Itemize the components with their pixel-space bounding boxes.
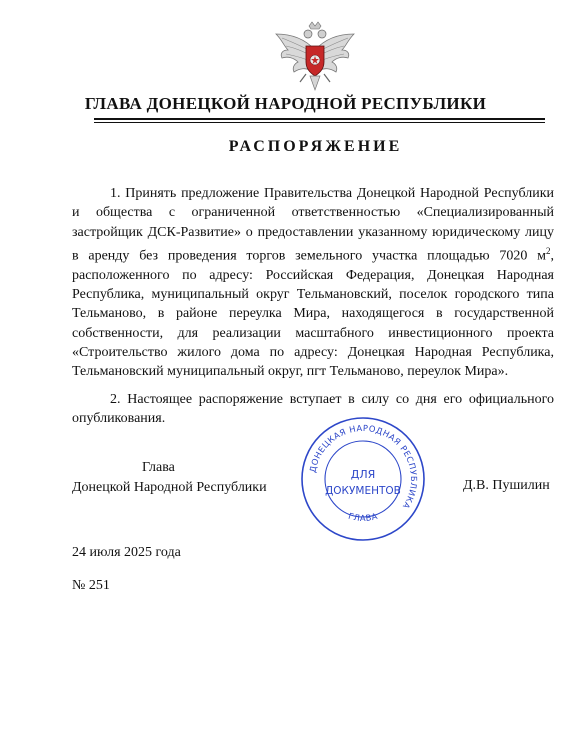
header-rule-thick <box>94 118 545 120</box>
document-number: № 251 <box>72 578 110 593</box>
signatory-name: Д.В. Пушилин <box>463 478 550 493</box>
document-type-title: РАСПОРЯЖЕНИЕ <box>228 138 403 155</box>
signatory-title-line-2: Донецкой Народной Республики <box>72 480 267 495</box>
paragraph-1 <box>72 184 554 382</box>
official-seal-stamp <box>298 414 428 544</box>
coat-of-arms-emblem <box>272 20 358 96</box>
header-rule-thin <box>94 122 545 123</box>
document-date: 24 июля 2025 года <box>72 545 181 560</box>
authority-heading: ГЛАВА ДОНЕЦКОЙ НАРОДНОЙ РЕСПУБЛИКИ <box>84 94 487 113</box>
document-body <box>72 184 554 428</box>
seal-ring-text: ДОНЕЦКАЯ НАРОДНАЯ РЕСПУБЛИКА <box>307 422 420 511</box>
seal-center-line-1: ДЛЯ <box>350 468 376 481</box>
seal-bottom-text: ГЛАВА <box>347 510 379 524</box>
paragraph-1-text: 1. Принять предложение Правительства Донецкой Народной Республики и общества с ограниченной ответственностью «Специализированный застройщик ДСК-Развитие» о предоставлении указанному юридическому лицу в аренду без проведения торгов земельного участка площадью 7020 м <box>72 186 554 264</box>
paragraph-2: 2. Настоящее распоряжение вступает в силу со дня его официального опубликования. <box>72 391 554 426</box>
signatory-title <box>72 458 272 498</box>
seal-center-line-2: ДОКУМЕНТОВ <box>325 485 401 497</box>
signatory-title-line-1: Глава <box>142 460 175 475</box>
paragraph-1-continuation: , расположенного по адресу: Российская Федерация, Донецкая Народная Республика, муниципальный округ Тельмановский, поселок городского типа Тельманово, в районе переулка Мира, находящегося в государственной собственности, для реализации масштабного инвестиционного проекта «Строительство жилого дома по адресу: Донецкая Народная Республика, Тельмановский муниципальный округ, пгт Тельманово, переулок Мира». <box>72 248 554 380</box>
area-unit-superscript: 2 <box>546 245 551 256</box>
